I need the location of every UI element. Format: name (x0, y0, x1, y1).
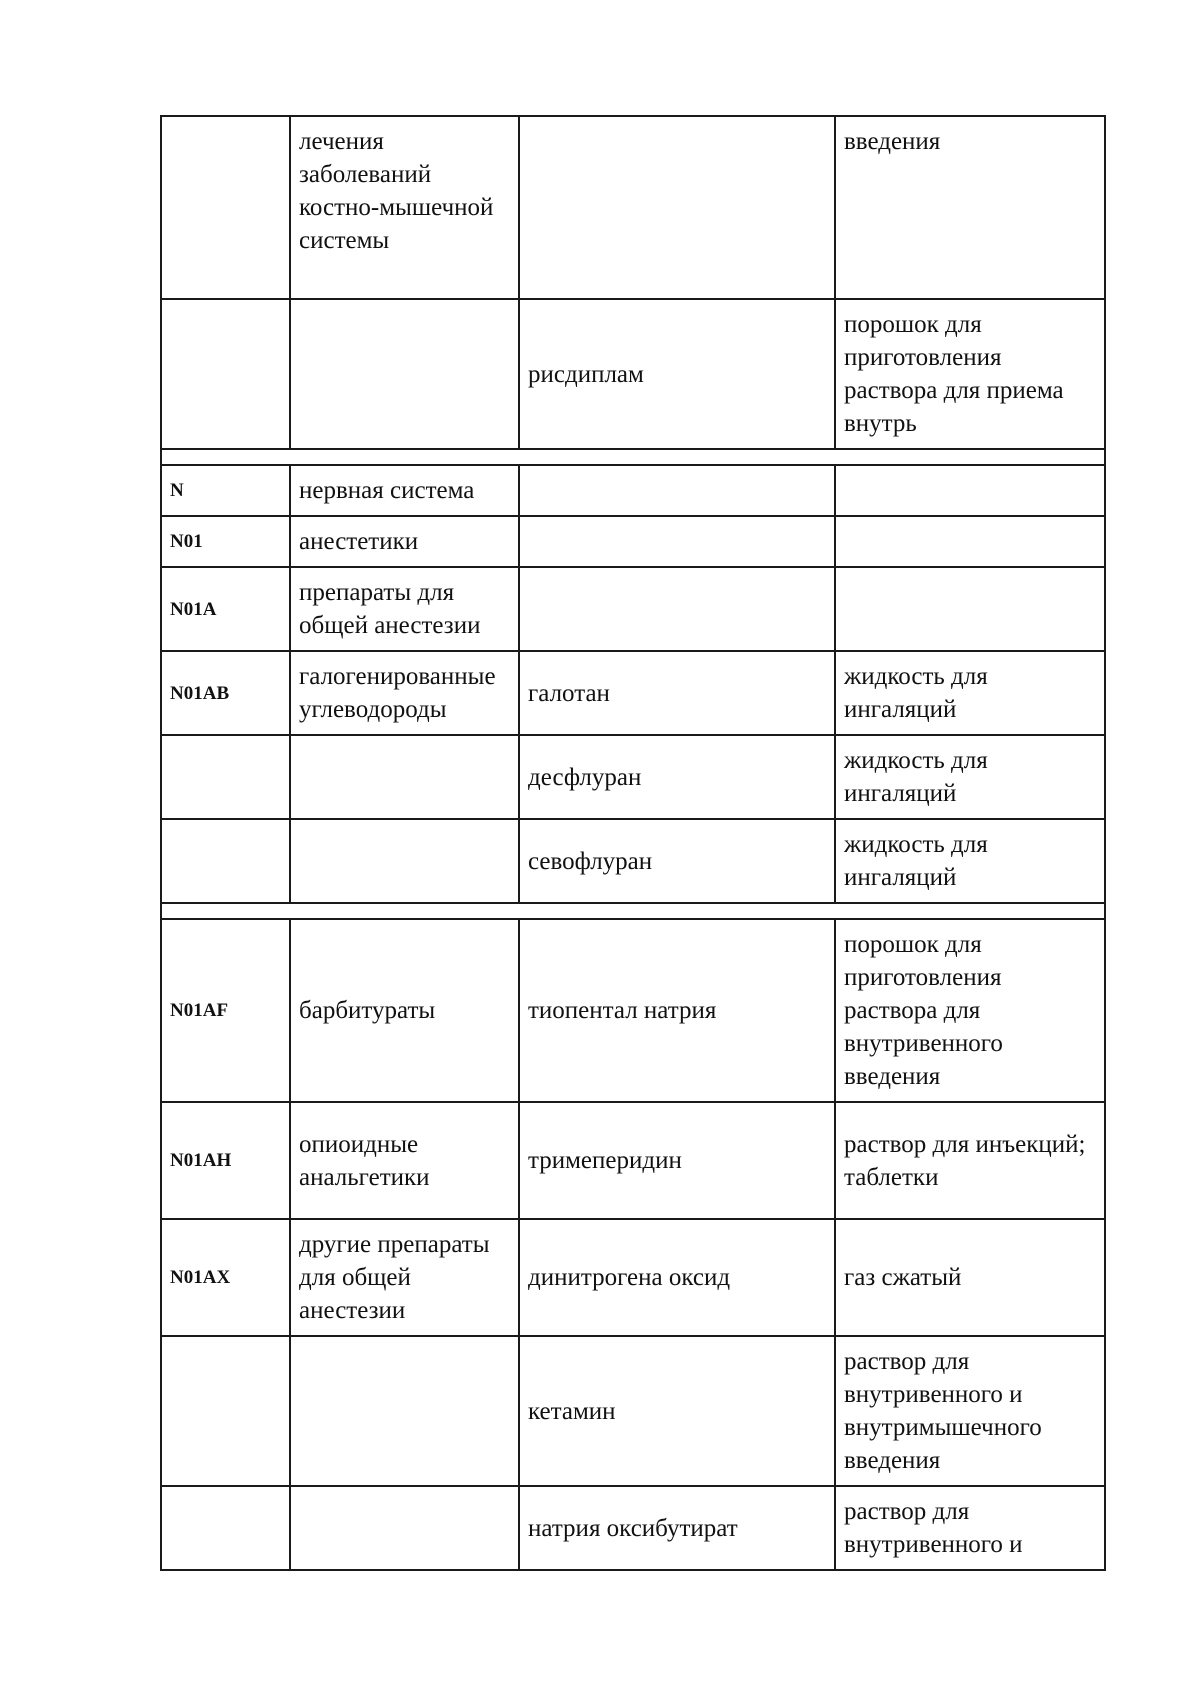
form-cell: введения (835, 116, 1105, 299)
drug-table (160, 115, 1106, 1571)
group-cell: нервная система (290, 465, 519, 516)
table-row (161, 919, 1105, 1102)
atc-code-cell (161, 116, 290, 299)
table-row (161, 516, 1105, 567)
form-cell: порошок для приготовления раствора для внутривенного введения (835, 919, 1105, 1102)
atc-code-cell: N01AH (161, 1102, 290, 1219)
atc-code-cell: N01AX (161, 1219, 290, 1336)
form-cell: газ сжатый (835, 1219, 1105, 1336)
group-cell: галогенированные углеводороды (290, 651, 519, 735)
form-cell: раствор для инъекций; таблетки (835, 1102, 1105, 1219)
atc-code-cell: N (161, 465, 290, 516)
form-cell: жидкость для ингаляций (835, 651, 1105, 735)
atc-code-cell: N01AB (161, 651, 290, 735)
table-row (161, 735, 1105, 819)
form-cell (835, 465, 1105, 516)
drug-cell: кетамин (519, 1336, 835, 1486)
group-cell (290, 735, 519, 819)
group-cell (290, 819, 519, 903)
drug-cell: тримеперидин (519, 1102, 835, 1219)
table-spacer-row (161, 449, 1105, 465)
table-row (161, 567, 1105, 651)
drug-cell: севофлуран (519, 819, 835, 903)
form-cell: раствор для внутривенного и (835, 1486, 1105, 1570)
table-row (161, 116, 1105, 299)
group-cell: другие препараты для общей анестезии (290, 1219, 519, 1336)
form-cell: порошок для приготовления раствора для приема внутрь (835, 299, 1105, 449)
atc-code-cell: N01AF (161, 919, 290, 1102)
form-cell (835, 516, 1105, 567)
group-cell (290, 1486, 519, 1570)
drug-cell (519, 116, 835, 299)
table-row (161, 819, 1105, 903)
drug-cell (519, 567, 835, 651)
group-cell: лечения заболеваний костно-мышечной системы (290, 116, 519, 299)
atc-code-cell (161, 735, 290, 819)
form-cell (835, 567, 1105, 651)
group-cell: анестетики (290, 516, 519, 567)
drug-cell: динитрогена оксид (519, 1219, 835, 1336)
spacer-cell (161, 903, 1105, 919)
form-cell: жидкость для ингаляций (835, 735, 1105, 819)
drug-cell (519, 465, 835, 516)
group-cell: препараты для общей анестезии (290, 567, 519, 651)
table-row (161, 465, 1105, 516)
table-row (161, 1336, 1105, 1486)
atc-code-cell (161, 299, 290, 449)
table-row (161, 1102, 1105, 1219)
drug-cell: натрия оксибутират (519, 1486, 835, 1570)
table-row (161, 1219, 1105, 1336)
group-cell (290, 299, 519, 449)
group-cell: опиоидные анальгетики (290, 1102, 519, 1219)
drug-cell: галотан (519, 651, 835, 735)
spacer-cell (161, 449, 1105, 465)
table-row (161, 651, 1105, 735)
form-cell: раствор для внутривенного и внутримышечного введения (835, 1336, 1105, 1486)
form-cell: жидкость для ингаляций (835, 819, 1105, 903)
drug-cell: десфлуран (519, 735, 835, 819)
drug-cell: рисдиплам (519, 299, 835, 449)
drug-cell: тиопентал натрия (519, 919, 835, 1102)
atc-code-cell (161, 819, 290, 903)
atc-code-cell (161, 1486, 290, 1570)
drug-cell (519, 516, 835, 567)
table-spacer-row (161, 903, 1105, 919)
table-row (161, 299, 1105, 449)
group-cell: барбитураты (290, 919, 519, 1102)
atc-code-cell: N01 (161, 516, 290, 567)
group-cell (290, 1336, 519, 1486)
atc-code-cell: N01A (161, 567, 290, 651)
table-row (161, 1486, 1105, 1570)
atc-code-cell (161, 1336, 290, 1486)
